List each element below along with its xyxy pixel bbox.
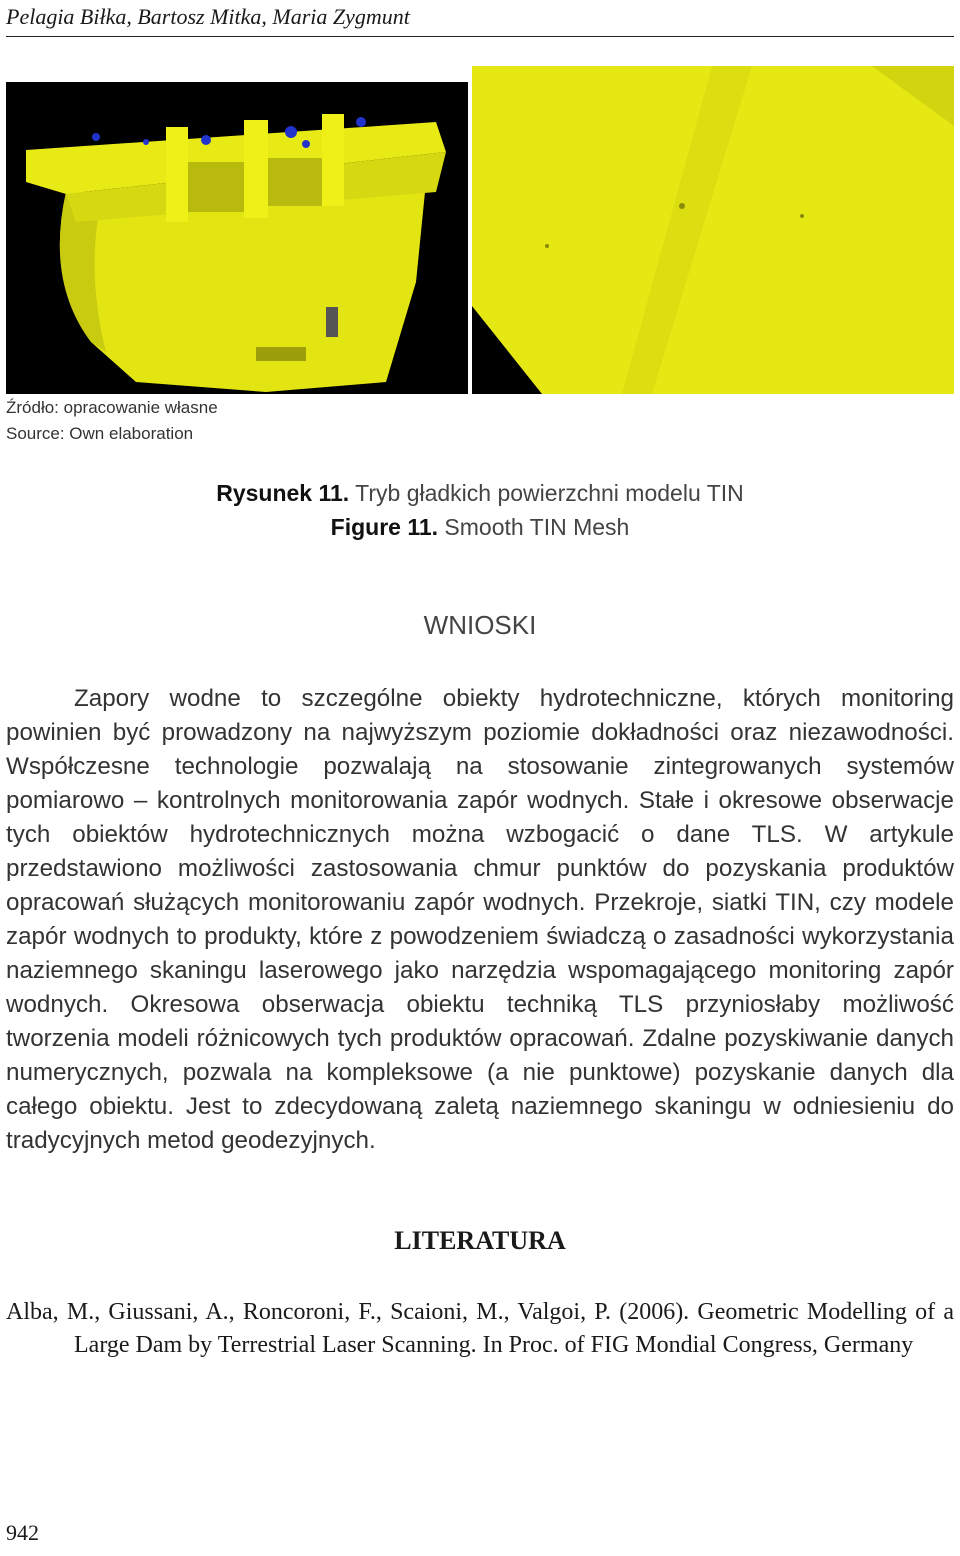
caption-pl-text: Tryb gładkich powierzchni modelu TIN xyxy=(349,480,744,506)
figure-source-pl: Źródło: opracowanie własne xyxy=(6,398,218,417)
figure-caption-pl xyxy=(0,480,960,507)
section-title-conclusions: WNIOSKI xyxy=(423,610,537,640)
caption-en-label: Figure 11. xyxy=(330,514,439,540)
figure-mesh-closeup-image xyxy=(472,66,954,394)
figure-source-en: Source: Own elaboration xyxy=(6,424,194,443)
dam-mesh-render xyxy=(6,82,468,394)
conclusions-body xyxy=(6,682,954,1158)
mesh-closeup-render xyxy=(472,66,954,394)
running-header xyxy=(6,2,954,37)
caption-en-text: Smooth TIN Mesh xyxy=(438,514,630,540)
figure-dam-overview-image xyxy=(6,82,468,394)
conclusions-paragraph: Zapory wodne to szczególne obiekty hydrotechniczne, których monitoring powinien być prowadzony na najwyższym poziomie dokładności oraz niezawodności. Współczesne technologie pozwalają na stosowanie zintegrowanych systemów pomiarowo – kontrolnych monitorowania zapór wodnych. Stałe i okresowe obserwacje tych obiektów hydrotechnicznych można wzbogacić o dane TLS. W artykule przedstawiono możliwości zastosowania chmur punktów do pozyskania produktów opracowań służących monitorowaniu zapór wodnych. Przekroje, siatki TIN, czy modele zapór wodnych to produkty, które z powodzeniem świadczą o zasadności wykorzystania naziemnego skaningu laserowego jako narzędzia wspomagającego monitoring zapór wodnych. Okresowa obserwacja obiektu techniką TLS przyniosłaby możliwość tworzenia modeli różnicowych tych produktów opracowań. Zdalne pozyskiwanie danych numerycznych, pozwala na kompleksowe (a nie punktowe) pozyskanie danych dla całego obiektu. Jest to zdecydowaną zaletą naziemnego skaningu w odniesieniu do tradycyjnych metod geodezyjnych. xyxy=(6,685,954,1154)
header-authors: Pelagia Biłka, Bartosz Mitka, Maria Zygmunt xyxy=(6,4,410,29)
section-title-literature: LITERATURA xyxy=(394,1226,566,1255)
page-number: 942 xyxy=(6,1520,39,1545)
figure-caption-en xyxy=(0,514,960,541)
reference-item: Alba, M., Giussani, A., Roncoroni, F., Scaioni, M., Valgoi, P. (2006). Geometric Modelling of a Large Dam by Terrestrial Laser Scanning. In Proc. of FIG Mondial Congress, Germany xyxy=(6,1299,954,1358)
caption-pl-label: Rysunek 11. xyxy=(216,480,350,506)
